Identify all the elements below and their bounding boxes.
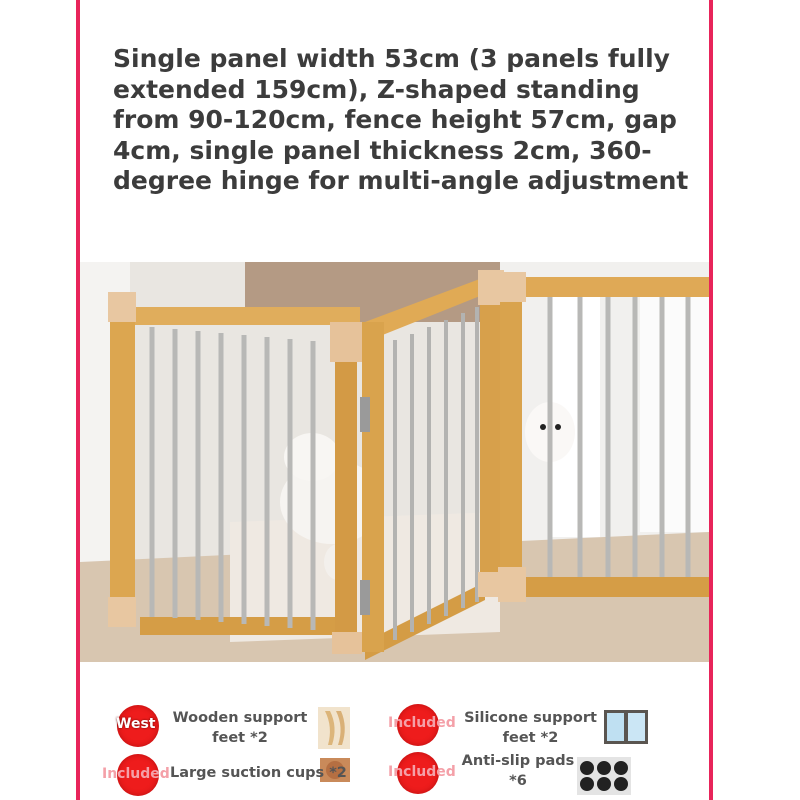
accessory-label: Anti-slip pads *6 (461, 753, 575, 789)
accessory-label: Silicone support feet *2 (464, 710, 597, 746)
anti-slip-pad-icon (577, 757, 631, 795)
right-accent-border (709, 0, 713, 800)
badge-label: Included (388, 764, 456, 780)
accessory-label: Wooden support feet *2 (172, 710, 308, 746)
silicone-foot-icon (604, 710, 648, 744)
badge-label: West (116, 716, 156, 732)
badge-label: Included (102, 766, 170, 782)
product-photo-fence (80, 262, 709, 662)
badge-label: Included (388, 715, 456, 731)
product-spec-headline: Single panel width 53cm (3 panels fully extended 159cm), Z-shaped standing from 90-120cm, fence height 57cm, gap 4cm, single panel thickness 2cm, 360-degree hinge for multi-angle adjustment (113, 44, 689, 195)
wooden-foot-icon (318, 707, 350, 749)
accessories-section (80, 662, 709, 800)
accessory-label: Large suction cups *2 (170, 765, 347, 781)
